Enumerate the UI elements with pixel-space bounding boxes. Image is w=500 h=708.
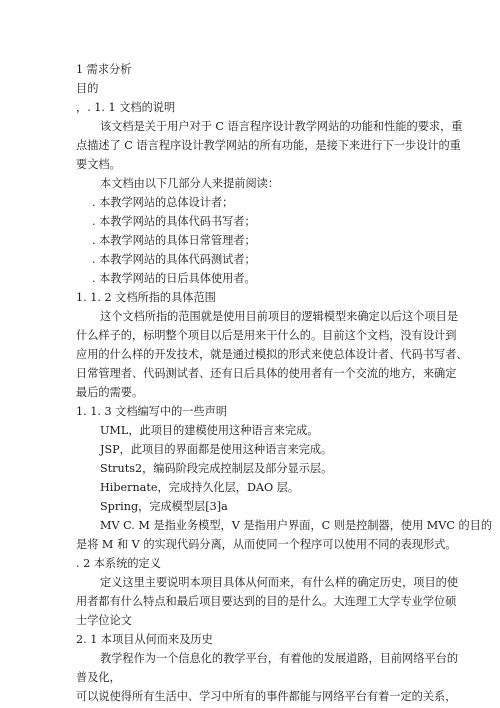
paragraph-line: 本文档由以下几部分人来提前阅读： bbox=[100, 177, 280, 190]
paragraph-line: 这个文档所指的范围就是使用目前项目的逻辑模型来确定以后这个项目是 bbox=[100, 310, 459, 323]
paragraph-line: 普及化， bbox=[76, 671, 121, 684]
heading-1-1-1: ，. 1. 1 文档的说明 bbox=[76, 101, 176, 114]
declaration-line: UML，此项目的建模使用这种语言来完成。 bbox=[100, 424, 319, 437]
paragraph-line: 定义这里主要说明本项目具体从何而来，有什么样的确定历史，项目的使 bbox=[100, 576, 459, 589]
declaration-line: Struts2，编码阶段完成控制层及部分显示层。 bbox=[100, 462, 333, 475]
list-item: . 本教学网站的总体设计者； bbox=[92, 196, 234, 209]
heading-1-2: . 2 本系统的定义 bbox=[76, 557, 161, 570]
paragraph-line: 教学程作为一个信息化的教学平台，有着他的发展道路，目前网络平台的 bbox=[100, 652, 459, 665]
heading-requirements-analysis: 1 需求分析 bbox=[76, 63, 132, 76]
paragraph-line: 什么样子的，标明整个项目以后是用来干什么的。目前这个文档，没有设计到 bbox=[76, 329, 457, 342]
declaration-line: JSP，此项目的界面都是使用这种语言来完成。 bbox=[100, 443, 333, 456]
paragraph-line: 用者都有什么特点和最后项目要达到的目的是什么。大连理工大学专业学位硕 bbox=[76, 595, 457, 608]
paragraph-line: 最后的需要。 bbox=[76, 386, 144, 399]
paragraph-line: 要文档。 bbox=[76, 158, 121, 171]
heading-2-1: 2. 1 本项目从何而来及历史 bbox=[76, 633, 213, 646]
list-item: . 本教学网站的日后具体使用者。 bbox=[92, 272, 256, 285]
paragraph-line: 是将 M 和 V 的实现代码分离，从而使同一个程序可以使用不同的表现形式。 bbox=[76, 538, 457, 551]
paragraph-line: 应用的什么样的开发技术，就是通过模拟的形式来使总体设计者、代码书写者、 bbox=[76, 348, 468, 361]
list-item: . 本教学网站的具体日常管理者； bbox=[92, 234, 256, 247]
paragraph-line: 该文档是关于用户对于 C 语言程序设计教学网站的功能和性能的要求，重 bbox=[100, 120, 463, 133]
heading-1-1-2: 1. 1. 2 文档所指的具体范围 bbox=[76, 291, 216, 304]
paragraph-line: 点描述了 C 语言程序设计教学网站的所有功能，是接下来进行下一步设计的重 bbox=[76, 139, 461, 152]
heading-purpose: 目的 bbox=[76, 82, 99, 95]
paragraph-line: 可以说使得所有生活中、学习中所有的事件都能与网络平台有着一定的关系， bbox=[76, 690, 457, 703]
declaration-line: Hibernate，完成持久化层，DAO 层。 bbox=[100, 481, 300, 494]
paragraph-line: 士学位论文 bbox=[76, 614, 132, 627]
heading-1-1-3: 1. 1. 3 文档编写中的一些声明 bbox=[76, 405, 228, 418]
list-item: . 本教学网站的具体代码测试者； bbox=[92, 253, 256, 266]
declaration-line: Spring，完成模型层[3]a bbox=[100, 500, 228, 513]
paragraph-line: MV C. M 是指业务模型，V 是指用户界面，C 则是控制器，使用 MVC 的目的 bbox=[100, 519, 493, 532]
list-item: . 本教学网站的具体代码书写者； bbox=[92, 215, 256, 228]
paragraph-line: 日常管理者、代码测试者、还有日后具体的使用者有一个交流的地方，来确定 bbox=[76, 367, 457, 380]
